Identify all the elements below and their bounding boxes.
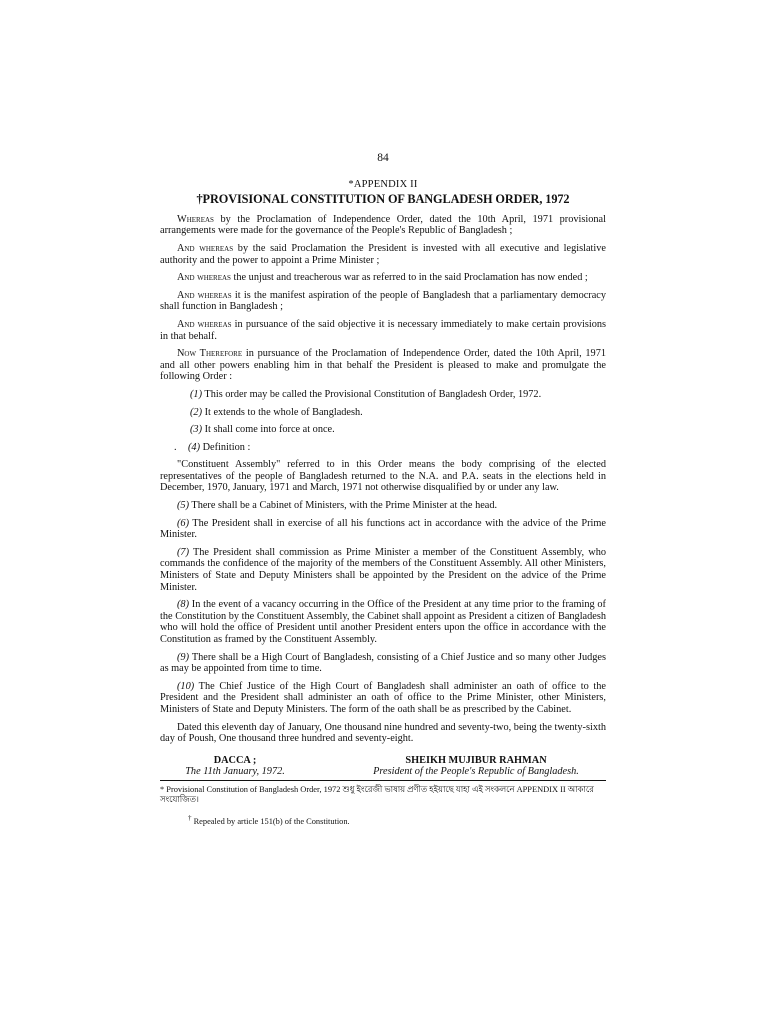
clause-4 bbox=[160, 442, 606, 454]
clause-text: This order may be called the Provisional Constitution of Bangladesh Order, 1972. bbox=[202, 388, 542, 400]
clause-10 bbox=[160, 681, 606, 716]
footnote-2-text: Repealed by article 151(b) of the Constitution. bbox=[191, 816, 350, 826]
preamble-lead: Now Therefore bbox=[177, 348, 243, 360]
clause-text: There shall be a Cabinet of Ministers, with the Prime Minister at the head. bbox=[189, 500, 498, 512]
preamble-text: in pursuance of the said objective it is necessary immediately to make certain provisions in that behalf. bbox=[160, 318, 607, 342]
footnote-divider bbox=[160, 780, 606, 781]
clause-text: In the event of a vacancy occurring in the Office of the President at any time prior to the framing of the Constitution by the Constituent Assembly, the Cabinet shall appoint as President a citizen of Bangladesh who will hold the office of President until another President enters upon the office in accordance with the Constitution as framed by the Constituent Assembly. bbox=[160, 599, 606, 645]
signatory-name: SHEIKH MUJIBUR RAHMAN bbox=[405, 754, 547, 766]
clause-number: (2) bbox=[190, 406, 203, 418]
appendix-heading: *APPENDIX II bbox=[348, 178, 418, 190]
clause-number: (4) bbox=[188, 441, 201, 453]
preamble-paragraph bbox=[160, 348, 606, 383]
clause-text: The Chief Justice of the High Court of Bangladesh shall administer an oath of office to the President and the President shall administer an oath of office to the Prime Minister, other Ministers, Ministers of State and Deputy Ministers. The form of the oath shall be as prescribed by the Cabinet. bbox=[160, 680, 606, 715]
preamble-lead: And whereas bbox=[177, 318, 232, 330]
document-page bbox=[160, 153, 606, 827]
preamble-paragraph bbox=[160, 272, 606, 284]
preamble-paragraph bbox=[160, 290, 606, 313]
signature-place-date bbox=[160, 755, 310, 778]
clause-1 bbox=[160, 389, 606, 401]
signature-date: The 11th January, 1972. bbox=[185, 766, 285, 778]
clause-9 bbox=[160, 652, 606, 675]
preamble-lead: And whereas bbox=[177, 272, 231, 284]
clause-number: (7) bbox=[177, 546, 190, 558]
signatory bbox=[346, 755, 606, 778]
clause-number: (8) bbox=[177, 599, 190, 611]
dagger-mark: † bbox=[188, 813, 192, 822]
signature-place: DACCA ; bbox=[213, 754, 257, 766]
preamble-text: by the Proclamation of Independence Order, dated the 10th April, 1971 provisional arrangements were made for the governance of the People's Republic of Bangladesh ; bbox=[160, 213, 606, 237]
clause-number: (3) bbox=[190, 424, 203, 436]
preamble-lead: And whereas bbox=[177, 289, 232, 301]
clause-8 bbox=[160, 599, 606, 645]
clause-text: The President shall in exercise of all his functions act in accordance with the advice of the Prime Minister. bbox=[160, 517, 606, 541]
clause-text: Definition : bbox=[200, 441, 251, 453]
clause-number: (10) bbox=[177, 680, 195, 692]
footnote-1: * Provisional Constitution of Bangladesh Order, 1972 শুধু ইংরেজী ভাষায় প্রণীত হইয়াছে যাহা এই সংকলনে APPENDIX II আকারে সংযোজিত। bbox=[160, 784, 594, 804]
preamble-text: in pursuance of the Proclamation of Independence Order, dated the 10th April, 1971 and all other powers enabling him in that behalf the President is pleased to make and promulgate the following Order : bbox=[160, 348, 607, 383]
clause-text: It extends to the whole of Bangladesh. bbox=[202, 406, 363, 418]
preamble-paragraph bbox=[160, 243, 606, 266]
preamble-text: the unjust and treacherous war as referred to in the said Proclamation has now ended ; bbox=[230, 272, 588, 284]
preamble-lead: Whereas bbox=[177, 213, 214, 225]
signature-block bbox=[160, 755, 606, 778]
clause-7 bbox=[160, 547, 606, 593]
page-number: 84 bbox=[377, 152, 389, 164]
clause-text: It shall come into force at once. bbox=[202, 424, 335, 436]
clause-text: There shall be a High Court of Bangladesh, consisting of a Chief Justice and so many other Judges as may be appointed from time to time. bbox=[160, 651, 606, 675]
clause-number: (1) bbox=[190, 388, 203, 400]
clause-marker: . bbox=[174, 441, 177, 453]
clause-3 bbox=[160, 424, 606, 436]
signatory-designation: President of the People's Republic of Bangladesh. bbox=[373, 766, 579, 778]
clause-number: (6) bbox=[177, 517, 190, 529]
clause-5 bbox=[160, 500, 606, 512]
clause-number: (5) bbox=[177, 500, 190, 512]
preamble-lead: And whereas bbox=[177, 242, 234, 254]
dated-paragraph: Dated this eleventh day of January, One thousand nine hundred and seventy-two, being the twenty-sixth day of Poush, One thousand three hundred and seventy-eight. bbox=[160, 721, 606, 745]
clause-number: (9) bbox=[177, 651, 190, 663]
clause-text: The President shall commission as Prime Minister a member of the Constituent Assembly, who commands the confidence of the majority of the members of the Constituent Assembly. All other Ministers, Ministers of State and Deputy Ministers shall be appointed by the President on the advice of the Prime Minister. bbox=[160, 546, 606, 593]
document-title: †PROVISIONAL CONSTITUTION OF BANGLADESH ORDER, 1972 bbox=[196, 192, 570, 207]
preamble-text: it is the manifest aspiration of the people of Bangladesh that a parliamentary democracy shall function in Bangladesh ; bbox=[160, 289, 607, 313]
preamble-text: by the said Proclamation the President is invested with all executive and legislative authority and the power to appoint a Prime Minister ; bbox=[160, 242, 606, 266]
clause-2 bbox=[160, 407, 606, 419]
footnote-2 bbox=[160, 813, 606, 827]
definition-paragraph: "Constituent Assembly" referred to in this Order means the body comprising of the elected representatives of the people of Bangladesh returned to the N.A. and P.A. seats in the elections held in December, 1970, January, 1971 and March, 1971 not otherwise disqualified by or under any law. bbox=[160, 459, 606, 494]
preamble-paragraph bbox=[160, 319, 606, 342]
preamble-paragraph bbox=[160, 214, 606, 237]
clause-6 bbox=[160, 518, 606, 541]
